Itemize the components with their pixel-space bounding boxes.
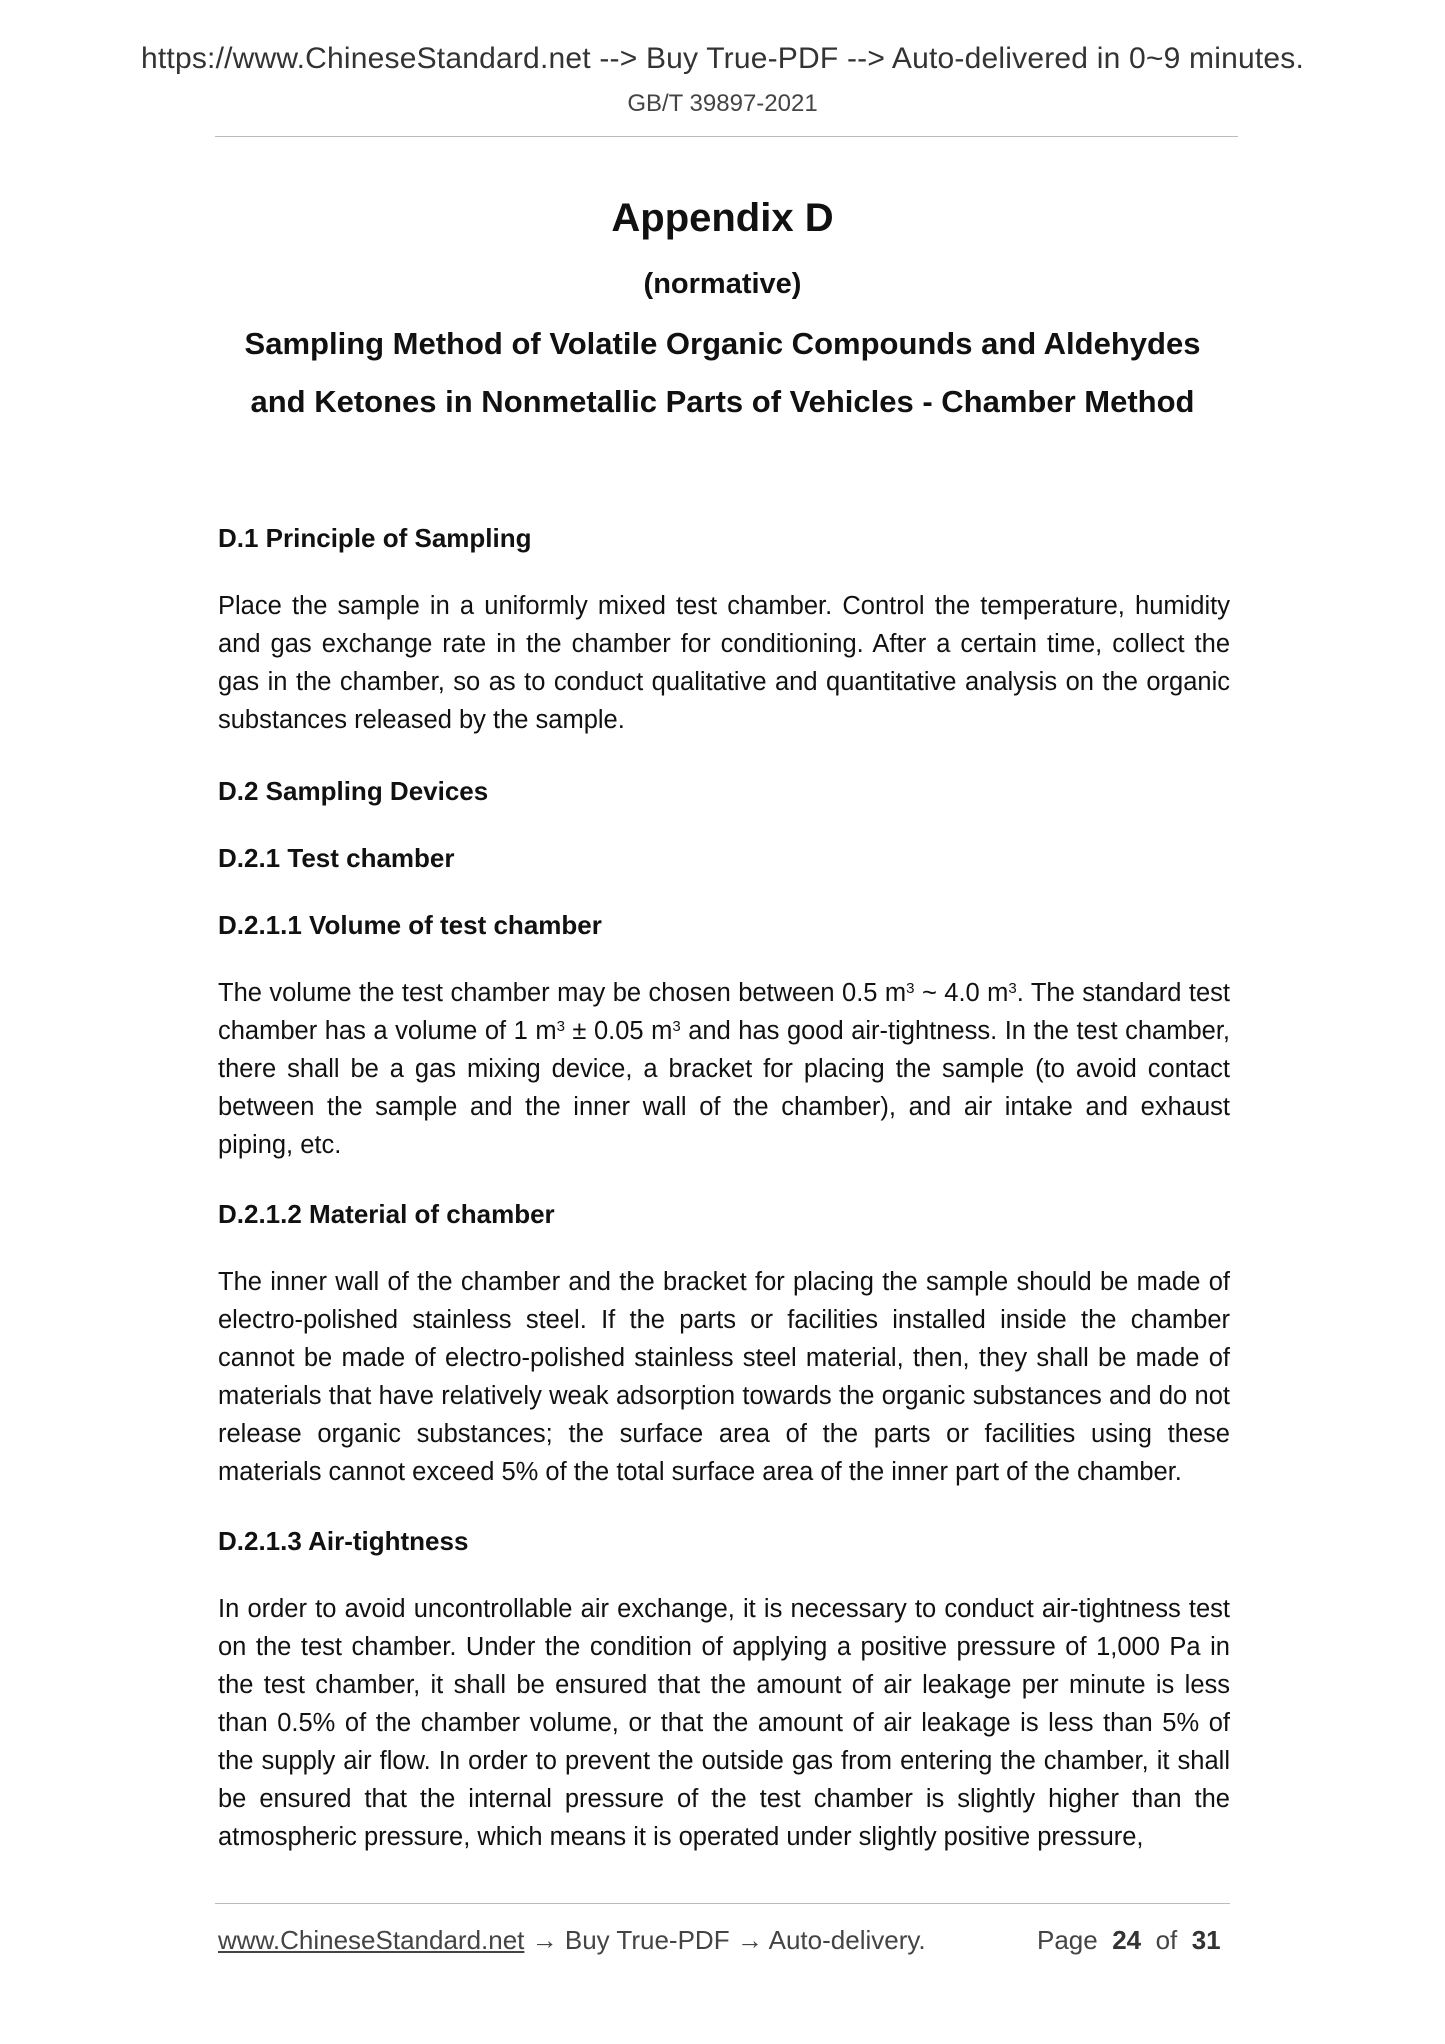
section-d211-heading: D.2.1.1 Volume of test chamber — [218, 910, 602, 940]
section-d212-paragraph: The inner wall of the chamber and the bracket for placing the sample should be made of electro-polished stainless steel. If the parts or facilities installed inside the chamber cannot be made of electro-polished stainless steel material, then, they shall be made of materials that have relatively weak adsorption towards the organic substances and do not release organic substances; the surface area of the parts or facilities using these materials cannot exceed 5% of the total surface area of the inner part of the chamber. — [218, 1268, 1230, 1486]
appendix-subtitle-line-1: Sampling Method of Volatile Organic Compounds and Aldehydes — [244, 326, 1201, 361]
appendix-subtitle-line-2: and Ketones in Nonmetallic Parts of Vehicles - Chamber Method — [250, 384, 1195, 419]
section-d1-paragraph: Place the sample in a uniformly mixed test chamber. Control the temperature, humidity and gas exchange rate in the chamber for conditioning. After a certain time, collect the gas in the chamber, so as to conduct qualitative and quantitative analysis on the organic substances released by the sample. — [218, 592, 1230, 734]
section-d213-paragraph: In order to avoid uncontrollable air exchange, it is necessary to conduct air-tightness test on the test chamber. Under the condition of applying a positive pressure of 1,000 Pa in the test chamber, it shall be ensured that the amount of air leakage per minute is less than 0.5% of the chamber volume, or that the amount of air leakage is less than 5% of the supply air flow. In order to prevent the outside gas from entering the chamber, it shall be ensured that the internal pressure of the test chamber is slightly higher than the atmospheric pressure, which means it is operated under slightly positive pressure, — [218, 1595, 1230, 1851]
appendix-normative-label: (normative) — [643, 268, 802, 300]
header-divider — [215, 136, 1238, 137]
header-standard-number: GB/T 39897-2021 — [627, 90, 818, 117]
page-total: 31 — [1191, 1925, 1221, 1955]
appendix-title: Appendix D — [611, 196, 834, 240]
section-d21-heading: D.2.1 Test chamber — [218, 843, 455, 873]
arrow-icon: → — [736, 1925, 763, 1955]
section-d213-heading: D.2.1.3 Air-tightness — [218, 1526, 469, 1556]
section-d211-paragraph: The volume the test chamber may be chosen between 0.5 $m^3$ ~ 4.0 $m^3$. The standard test chamber has a volume of 1 $m^3 \pm 0.05$ $m^3$ and has good air-tightness. In the test chamber, there shall be a gas mixing device, a bracket for placing the sample (to avoid contact between the sample and the inner wall of the chamber), and air intake and exhaust piping, etc. — [218, 979, 1230, 1159]
footer-promo: www.ChineseStandard.net → Buy True-PDF → Auto-delivery. — [218, 1925, 926, 1955]
page-current: 24 — [1112, 1925, 1142, 1955]
section-d1-heading: D.1 Principle of Sampling — [218, 523, 532, 553]
arrow-icon: → — [531, 1925, 558, 1955]
footer-site-link[interactable]: www.ChineseStandard.net — [218, 1925, 525, 1955]
footer-divider — [215, 1903, 1230, 1904]
header-url-line: https://www.ChineseStandard.net --> Buy True-PDF --> Auto-delivered in 0~9 minutes. — [141, 42, 1304, 75]
section-d2-heading: D.2 Sampling Devices — [218, 776, 489, 806]
section-d212-heading: D.2.1.2 Material of chamber — [218, 1199, 555, 1229]
page-indicator: Page 24 of 31 — [1037, 1925, 1221, 1955]
